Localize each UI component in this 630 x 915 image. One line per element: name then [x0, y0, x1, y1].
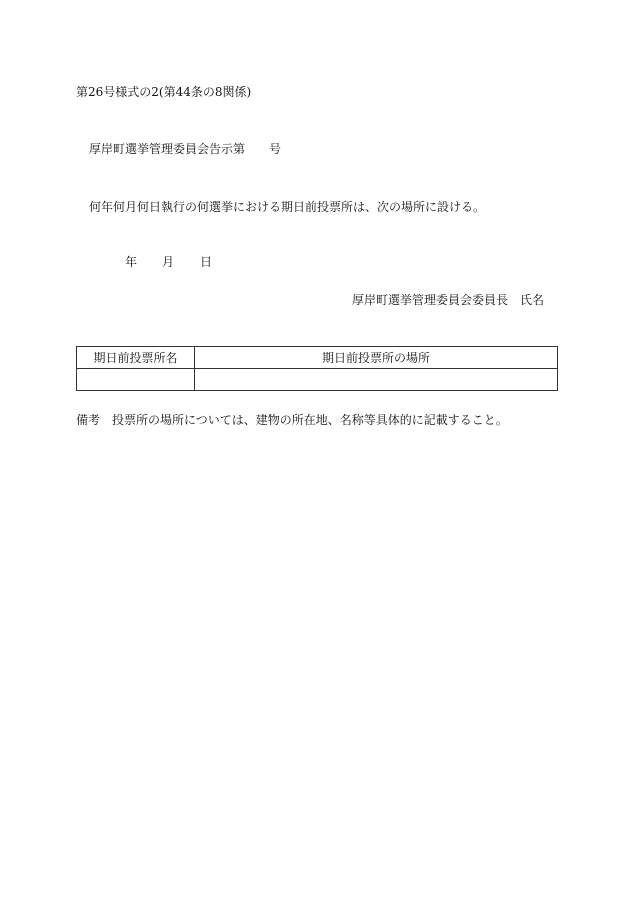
- table-row: [77, 369, 558, 391]
- signature-line: 厚岸町選挙管理委員会委員長 氏名: [351, 293, 544, 307]
- notice-number: 厚岸町選挙管理委員会告示第 号: [89, 142, 282, 156]
- polling-place-table: [76, 346, 558, 391]
- date-year: 年: [125, 255, 138, 269]
- cell-place-name: [77, 369, 195, 391]
- notice-body: 何年何月何日執行の何選挙における期日前投票所は、次の場所に設ける。: [89, 200, 486, 214]
- header-place-name: 期日前投票所名: [77, 347, 195, 369]
- date-line: [125, 255, 212, 269]
- cell-place-location: [195, 369, 558, 391]
- date-month: 月: [162, 255, 175, 269]
- form-number: 第26号様式の2(第44条の8関係): [76, 85, 252, 99]
- remarks: 備考 投票所の場所については、建物の所在地、名称等具体的に記載すること。: [76, 413, 508, 427]
- header-place-location: 期日前投票所の場所: [195, 347, 558, 369]
- table-header-row: [77, 347, 558, 369]
- date-day: 日: [200, 255, 213, 269]
